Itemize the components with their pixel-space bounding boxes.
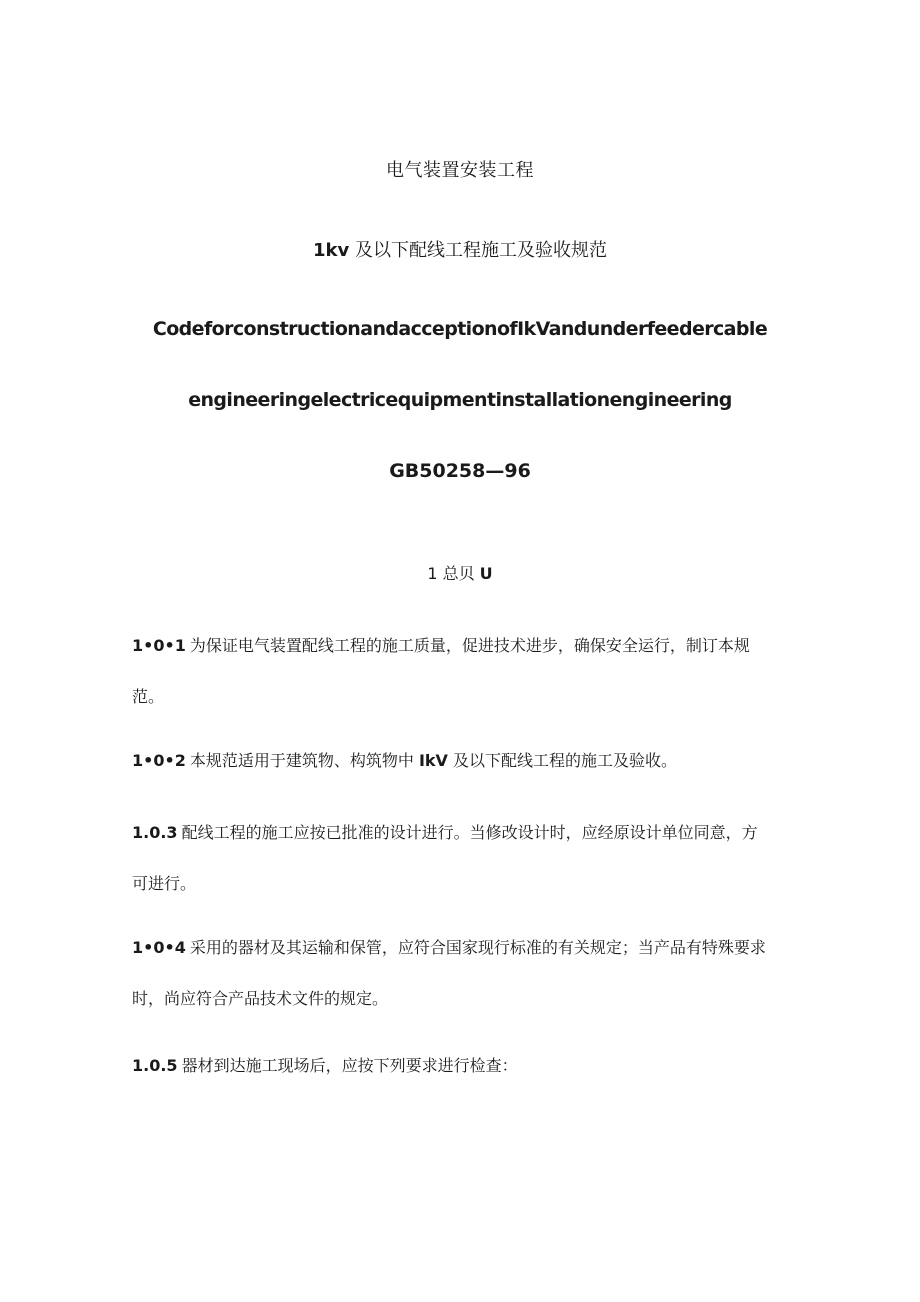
clause-text: 配线工程的施工应按已批准的设计进行。当修改设计时，应经原设计单位同意，方 (181, 823, 758, 842)
english-title-line-2: engineeringelectricequipmentinstallationengineering (188, 389, 732, 411)
clause-line-continued: 范。 (132, 687, 165, 706)
clause-text: 采用的器材及其运输和保管，应符合国家现行标准的有关规定；当产品有特殊要求 (189, 938, 766, 957)
clause-line (132, 821, 802, 872)
clause-1-0-5 (132, 1054, 802, 1105)
subtitle-text: 及以下配线工程施工及验收规范 (349, 240, 607, 261)
clause-line (132, 936, 802, 987)
clause-line (132, 749, 802, 800)
clause-text-voltage: IkV (418, 751, 448, 770)
clause-text: 为保证电气装置配线工程的施工质量，促进技术进步，确保安全运行，制订本规 (189, 636, 750, 655)
clause-line (132, 634, 802, 685)
clause-number: 1•0•1 (132, 636, 186, 655)
section-heading-text: 1 总贝 (427, 564, 480, 583)
standard-code: GB50258—96 (389, 460, 531, 482)
clause-1-0-2 (132, 749, 802, 800)
clause-line-continued: 可进行。 (132, 874, 197, 893)
section-heading (0, 561, 920, 584)
clause-number: 1•0•4 (132, 938, 186, 957)
clause-line (132, 1054, 802, 1105)
clause-1-0-1 (132, 634, 802, 736)
document-title: 电气装置安装工程 (386, 160, 534, 181)
section-heading-suffix: U (479, 564, 493, 583)
clause-text-rest: 及以下配线工程的施工及验收。 (447, 751, 678, 770)
clause-text: 器材到达施工现场后，应按下列要求进行检查： (181, 1056, 518, 1075)
clause-1-0-3 (132, 821, 802, 923)
clause-text: 本规范适用于建筑物、构筑物中 (189, 751, 419, 770)
clause-number: 1.0.3 (132, 823, 178, 842)
clause-line-continued: 时，尚应符合产品技术文件的规定。 (132, 989, 389, 1008)
document-subtitle (0, 236, 920, 262)
clause-number: 1•0•2 (132, 751, 186, 770)
subtitle-voltage: 1kv (313, 240, 350, 261)
clause-number: 1.0.5 (132, 1056, 178, 1075)
clause-1-0-4 (132, 936, 802, 1038)
english-title-line-1: CodeforconstructionandacceptionofIkVandunderfeedercable (152, 318, 768, 340)
